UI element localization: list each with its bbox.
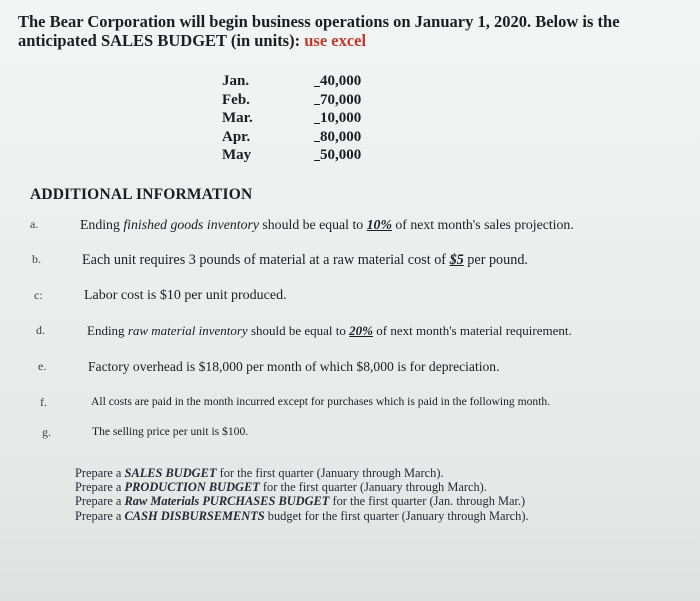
task-text: budget for the first quarter (January through March). xyxy=(264,508,529,523)
task-emphasis: Raw Materials PURCHASES BUDGET xyxy=(124,494,330,509)
text-part: Ending xyxy=(87,323,128,338)
task-text: Prepare a xyxy=(75,494,125,509)
item-letter: d. xyxy=(36,323,45,337)
budget-month: Apr. xyxy=(222,128,251,145)
item-letter: b. xyxy=(32,252,41,266)
item-text: All costs are paid in the month incurred except for purchases which is paid in the following month. xyxy=(91,395,551,408)
budget-month: Mar. xyxy=(222,110,253,127)
budget-month: May xyxy=(222,147,252,164)
task-list xyxy=(75,466,529,523)
item-text xyxy=(87,323,572,339)
budget-row-apr xyxy=(222,128,361,147)
item-text: Factory overhead is $18,000 per month of which $8,000 is for depreciation. xyxy=(88,359,500,374)
task-text: Prepare a xyxy=(75,480,125,495)
task-purchases-budget xyxy=(75,494,529,508)
info-item-a xyxy=(30,217,574,232)
budget-units: 50,000 xyxy=(314,146,361,165)
info-item-e xyxy=(38,359,500,374)
text-part: Each unit requires 3 pounds of material at a raw material cost of xyxy=(82,252,450,268)
info-item-f xyxy=(40,395,551,410)
heading-line-1: The Bear Corporation will begin business operations on January 1, 2020. Below is the xyxy=(18,12,620,31)
task-emphasis: PRODUCTION BUDGET xyxy=(124,480,260,495)
task-emphasis: SALES BUDGET xyxy=(124,466,217,480)
budget-units: 70,000 xyxy=(314,91,361,110)
task-text: for the first quarter (January through March). xyxy=(259,480,487,495)
task-text: for the first quarter (Jan. through Mar.) xyxy=(329,494,526,509)
text-part-italic: finished goods inventory xyxy=(123,217,259,232)
info-item-c xyxy=(34,288,287,303)
task-text: Prepare a xyxy=(75,508,125,523)
info-item-d xyxy=(36,323,572,338)
budget-row-mar xyxy=(222,109,361,128)
item-letter: c: xyxy=(34,288,43,302)
text-part-underlined: 10% xyxy=(366,217,392,232)
text-part: of next month's sales projection. xyxy=(391,217,574,232)
text-part: should be equal to xyxy=(247,323,350,338)
text-part: Ending xyxy=(80,217,124,232)
text-part-underlined: 20% xyxy=(349,323,374,338)
item-text: Labor cost is $10 per unit produced. xyxy=(84,288,287,303)
task-text: for the first quarter (January through March). xyxy=(216,466,444,480)
budget-month: Feb. xyxy=(222,91,250,108)
item-letter: g. xyxy=(42,425,51,439)
text-part-italic: raw material inventory xyxy=(127,323,248,338)
info-item-b xyxy=(32,252,528,268)
budget-units: 80,000 xyxy=(314,128,361,147)
text-part: of next month's material requirement. xyxy=(373,323,572,338)
budget-row-jan xyxy=(222,72,361,91)
info-item-g xyxy=(42,425,249,440)
problem-heading xyxy=(18,12,688,50)
task-emphasis: CASH DISBURSEMENTS xyxy=(124,508,265,523)
item-letter: a. xyxy=(30,217,39,231)
item-text: The selling price per unit is $100. xyxy=(92,425,249,438)
additional-info-title: ADDITIONAL INFORMATION xyxy=(30,186,253,203)
text-part-underlined: $5 xyxy=(449,252,464,268)
budget-units: 40,000 xyxy=(314,72,361,91)
item-text xyxy=(80,217,574,233)
task-cash-disbursements xyxy=(75,509,529,523)
sales-budget-table xyxy=(222,72,361,165)
use-excel-note: use excel xyxy=(304,31,367,50)
budget-row-feb xyxy=(222,91,361,110)
budget-row-may xyxy=(222,146,361,165)
item-text xyxy=(82,252,528,269)
text-part: per pound. xyxy=(463,252,528,268)
heading-line-2 xyxy=(18,31,688,50)
text-part: should be equal to xyxy=(258,217,367,232)
task-sales-budget xyxy=(75,466,529,480)
budget-units: 10,000 xyxy=(314,109,361,128)
item-letter: f. xyxy=(40,395,47,409)
budget-month: Jan. xyxy=(222,73,250,89)
item-letter: e. xyxy=(38,359,47,373)
heading-line-2-text: anticipated SALES BUDGET (in units): xyxy=(18,31,305,50)
task-production-budget xyxy=(75,480,529,494)
task-text: Prepare a xyxy=(75,466,125,480)
